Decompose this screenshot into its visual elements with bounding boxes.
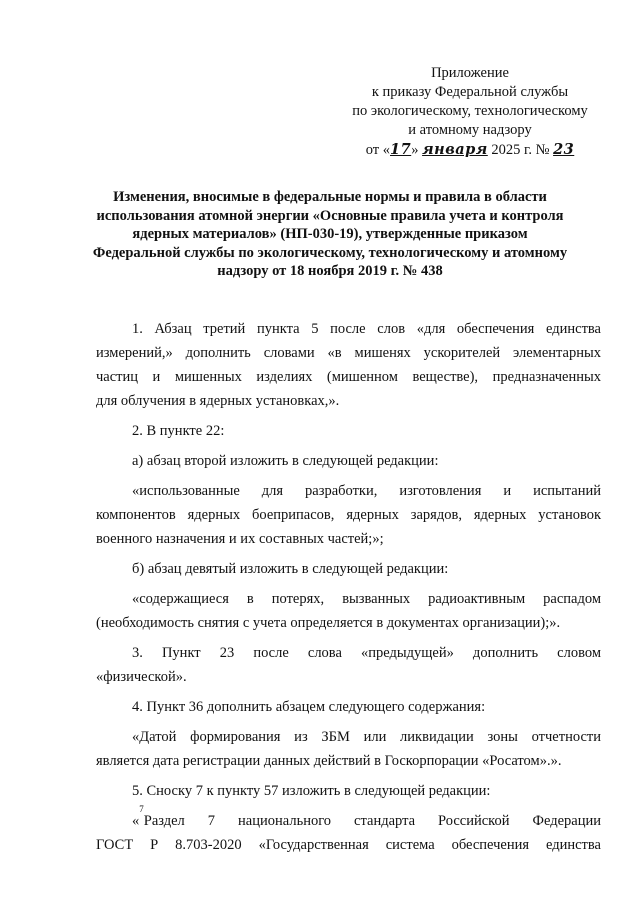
paragraph-4 — [96, 479, 601, 551]
paragraph-3 — [96, 449, 601, 473]
handwritten-number: 23 — [553, 141, 575, 158]
paragraph-9 — [96, 725, 601, 773]
p4-line-2: компонентов ядерных боеприпасов, ядерных зарядов, ядерных установок — [96, 507, 601, 523]
header-line-2: к приказу Федеральной службы — [371, 84, 569, 100]
p6-line-1: «содержащиеся в потерях, вызванных радиоактивным распадом — [132, 591, 601, 607]
header-line-4: и атомному надзору — [408, 122, 532, 138]
paragraph-6 — [96, 587, 601, 635]
paragraph-7 — [96, 641, 601, 689]
title-line-1: Изменения, вносимые в федеральные нормы и правила в области — [113, 189, 547, 205]
document-title — [80, 188, 580, 281]
header-line-1: Приложение — [431, 65, 509, 81]
p10-line: 5. Сноску 7 к пункту 57 изложить в следующей редакции: — [132, 783, 491, 799]
handwritten-month: января — [422, 141, 488, 158]
p11-line-2: ГОСТ Р 8.703-2020 «Государственная система обеспечения единства — [96, 837, 601, 853]
handwritten-day: 17 — [390, 141, 412, 158]
document-body — [96, 317, 601, 863]
p4-line-3: военного назначения и их составных частей;»; — [96, 531, 384, 547]
approval-header — [330, 64, 610, 160]
paragraph-5 — [96, 557, 601, 581]
p7-line-2: «физической». — [96, 669, 187, 685]
p9-line-1: «Датой формирования из ЗБМ или ликвидации зоны отчетности — [132, 729, 601, 745]
date-mid: » — [411, 142, 419, 158]
p1-line-2: измерений,» дополнить словами «в мишенях ускорителей элементарных — [96, 345, 601, 361]
p5-line: б) абзац девятый изложить в следующей редакции: — [132, 561, 449, 577]
footnote-open-quote: « — [132, 813, 140, 829]
p1-line-1: 1. Абзац третий пункта 5 после слов «для обеспечения единства — [132, 321, 601, 337]
paragraph-11 — [96, 804, 601, 857]
p4-line-1: «использованные для разработки, изготовления и испытаний — [132, 483, 601, 499]
title-line-3: ядерных материалов» (НП-030-19), утвержденные приказом — [132, 226, 528, 242]
header-line-3: по экологическому, технологическому — [352, 103, 588, 119]
footnote-marker: 7 — [139, 804, 144, 814]
paragraph-1 — [96, 317, 601, 413]
title-line-2: использования атомной энергии «Основные правила учета и контроля — [96, 207, 564, 224]
paragraph-2 — [96, 419, 601, 443]
date-prefix: от « — [365, 142, 391, 158]
p11-line-1-wrap — [96, 804, 601, 833]
p2-line: 2. В пункте 22: — [132, 423, 225, 439]
p7-line-1: 3. Пункт 23 после слова «предыдущей» дополнить словом — [132, 645, 601, 661]
title-line-5: надзору от 18 ноября 2019 г. № 438 — [217, 263, 443, 279]
header-date-line — [330, 140, 610, 160]
p1-line-4: для облучения в ядерных установках,». — [96, 393, 340, 409]
p3-line: а) абзац второй изложить в следующей редакции: — [132, 453, 439, 469]
p9-line-2: является дата регистрации данных действий в Госкорпорации «Росатом».». — [96, 753, 562, 769]
p11-line-1: Раздел 7 национального стандарта Российской Федерации — [143, 813, 601, 829]
p1-line-3: частиц и мишенных изделиях (мишенном веществе), предназначенных — [96, 369, 601, 385]
date-year: 2025 г. № — [491, 142, 550, 158]
paragraph-10 — [96, 779, 601, 803]
p6-line-2: (необходимость снятия с учета определяется в документах организации);». — [96, 615, 561, 631]
paragraph-8 — [96, 695, 601, 719]
title-line-4: Федеральной службы по экологическому, технологическому и атомному — [92, 244, 568, 261]
p8-line: 4. Пункт 36 дополнить абзацем следующего содержания: — [132, 699, 486, 715]
